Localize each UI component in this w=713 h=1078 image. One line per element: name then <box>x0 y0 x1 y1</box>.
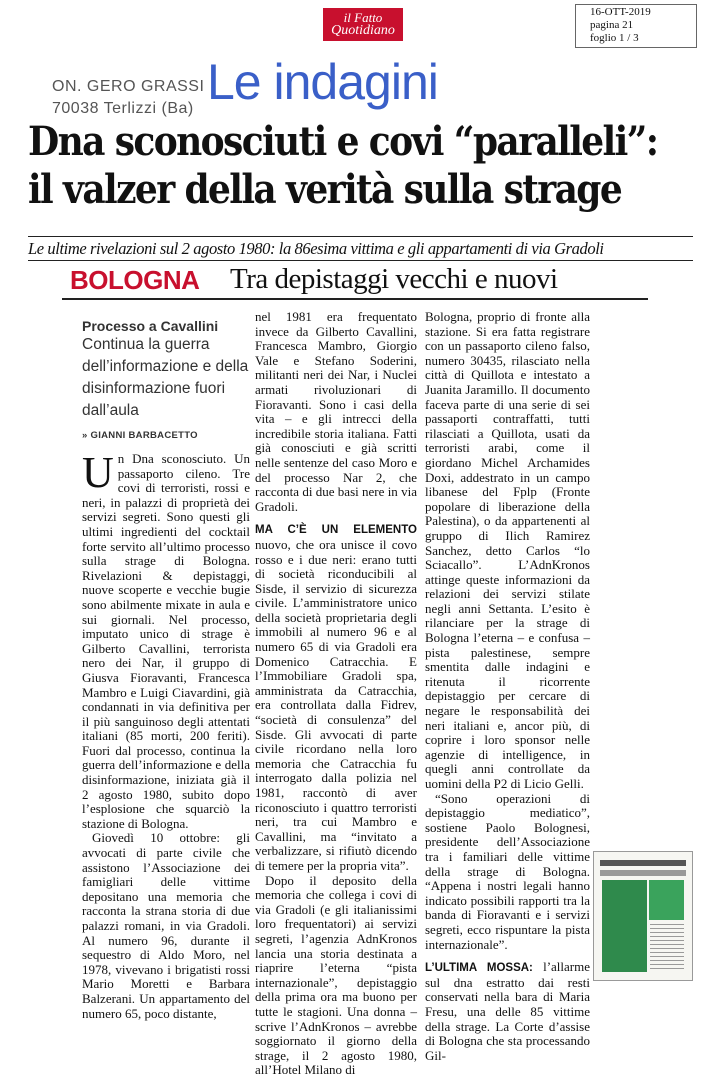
paragraph-3: nel 1981 era frequentato invece da Gilberto Cavallini, Francesca Mambro, Giorgio Vale e Stefano Soderini, militanti neri dei Nar, i Nuclei armati rivoluzionari di Fioravanti. Sono i casi della vita – e gli intrecci della incredibile storia italiana. Fatti già conosciuti e già scritti nelle sentenze del caso Moro e del processo Nar 2, che racconta di due basi nere in via Gradoli. <box>255 309 417 514</box>
deck: Le ultime rivelazioni sul 2 agosto 1980: la 86esima vittima e gli appartamenti di via Gradoli <box>28 239 604 258</box>
thumbnail-masthead <box>600 860 686 866</box>
article-column-2 <box>255 310 417 1078</box>
paragraph-2: Giovedì 10 ottobre: gli avvocati di parte civile che assistono l’Associazione dei famigliari delle vittime depositano una memoria che racconta la strana storia di due palazzi romani, in via Gradoli. Al numero 96, durante il sequestro di Aldo Moro, nel 1978, vivevano i brigatisti rossi Mario Moretti e Barbara Balzerani. Un appartamento del numero 65, poco distante, <box>82 830 250 1021</box>
owner-address: 70038 Terlizzi (Ba) <box>52 100 194 117</box>
byline: » GIANNI BARBACETTO <box>82 430 198 441</box>
subhead-text: Continua la guerra dell’informazione e della disinformazione fuori dall’aula <box>82 336 249 419</box>
section-kicker: Le indagini <box>207 54 438 110</box>
section-rule <box>62 298 648 300</box>
owner-stamp <box>52 76 204 120</box>
paragraph-4 <box>255 522 417 873</box>
thumbnail-headline <box>600 870 686 876</box>
paragraph-7: “Sono operazioni di depistaggio mediatico”, sostiene Paolo Bolognesi, presidente dell’Associazione tra i familiari delle vittime della strage di Bologna. “Appena i nostri legali hanno indicato possibili rapporti tra la banda di Fioravanti e i servizi segreti, ecco rispuntare la pista internazionale”. <box>425 790 590 952</box>
stamp-page: pagina 21 <box>590 19 634 31</box>
paragraph-4-text: nuovo, che ora unisce il covo rosso e i due neri: erano tutti di società riconducibili al Sisde, il servizio di sicurezza civile. L’amministratore unico della società proprietaria degli immobili al numero 96 e al numero 65 di via Gradoli era Domenico Catracchia. E l’Immobiliare Gradoli spa, amministrata da Catracchia, era controllata dalla Fidrev, “società di consulenza” del Sisde. Gli avvocati di parte civile ricordano nella loro memoria che Catracchia fu interrogato dalla polizia nel 1981, raccontò di aver riconosciuto i quattro terroristi neri, tra cui Mambro e Cavallini, ma “invitato a verbalizzare, si rifiutò dicendo di temere per la propria vita”. <box>255 536 417 873</box>
paragraph-6: Bologna, proprio di fronte alla stazione. Si era fatta registrare con un passaporto cileno falso, numero 30435, rilasciato nella città di Quillota e intestato a Juanita Jaramillo. Il documento faceva parte di una serie di sei passaporti contraffatti, tutti rilasciati a Quillota, usati da terroristi arabi, come il giordano Michel Archamides Doxi, addestrato in un campo libanese del Fplp (Fronte popolare di liberazione della Palestina), o da appartenenti al gruppo di Ilich Ramirez Sanchez, detto Carlos “lo Sciacallo”. L’AdnKronos attinge queste informazioni da relazioni dei servizi stilate negli anni Settanta. L’esito è rilanciare per la strage di Bologna l’eterna – e confusa – pista palestinese, sempre smentita dalle indagini e ritenuta il ricorrente depistaggio per cercare di negare le responsabilità dei neri italiani e, ancor più, di coprire i loro sponsor nelle agenzie di intelligence, in quegli anni controllate da uomini della P2 di Licio Gelli. <box>425 309 590 791</box>
paragraph-1-text: n Dna sconosciuto. Un passaporto cileno. Tre covi di terroristi, rossi e neri, in palazzi di proprietà dei servizi segreti. Sono questi gli ultimi ingredienti del cocktail forte servito all’ultimo processo sulla strage di Bologna. Rivelazioni & depistaggi, nuove scoperte e vecchie bugie sono abilmente mixate in aula e sui giornali. Nel processo, imputato unico di strage è Gilberto Cavallini, terrorista nero dei Nar, il gruppo di Giusva Fioravanti, Francesca Mambro e Luigi Ciavardini, già condannati in via definitiva per il più sanguinoso degli attentati italiani (85 morti, 200 feriti). Fuori dal processo, continua la guerra dell’informazione e della disinformazione, iniziata già il 2 agosto 1980, subito dopo l’esplosione che squarciò la stazione di Bologna. <box>82 451 250 831</box>
paragraph-4-runin: MA C’È UN ELEMENTO <box>255 524 417 537</box>
page-thumbnail-image <box>593 851 693 981</box>
logo-line-2: Quotidiano <box>331 23 395 38</box>
thumbnail-photo <box>602 880 647 972</box>
deck-rule-top <box>28 236 693 237</box>
headline-line-2: il valzer della verità sulla strage <box>28 166 622 213</box>
paragraph-8-text: l’allarme sul dna estratto dai resti conservati nella bara di Maria Fresu, una delle 85 vittime della strage. La Corte d’assise di Bologna che sta processando Gil- <box>425 959 591 1063</box>
owner-name: ON. GERO GRASSI <box>52 78 205 95</box>
section-label: BOLOGNA <box>70 265 200 295</box>
stamp-sheet: foglio 1 / 3 <box>590 32 639 44</box>
section-title: Tra depistaggi vecchi e nuovi <box>230 263 558 295</box>
paragraph-8 <box>425 960 590 1063</box>
thumbnail-text <box>650 924 684 972</box>
drop-cap: U <box>82 448 114 497</box>
article-column-3 <box>425 310 590 1063</box>
stamp-date: 16-OTT-2019 <box>590 6 651 18</box>
paragraph-5: Dopo il deposito della memoria che collega i covi di via Gradoli (e gli italianissimi loro frequentatori) ai servizi segreti, l’agenzia AdnKronos lancia una storia destinata a riaprire l’eterna “pista internazionale”, depistaggio della prima ora ma buono per tutte le stagioni. Una donna – scrive l’AdnKronos – avrebbe soggiornato il giorno della strage, il 2 agosto 1980, all’Hotel Milano di <box>255 872 417 1078</box>
logo-line-1: il Fatto <box>343 10 383 25</box>
paragraph-8-runin: L’ULTIMA MOSSA: <box>425 962 533 975</box>
headline <box>28 118 658 214</box>
headline-line-1: Dna sconosciuti e covi “paralleli”: <box>28 118 658 165</box>
subhead-title: Processo a Cavallini <box>82 318 219 334</box>
article-column-1 <box>82 448 250 1021</box>
thumbnail-photo-secondary <box>649 880 684 920</box>
deck-rule-bottom <box>28 260 693 261</box>
clipping-stamp <box>575 4 697 48</box>
paragraph-1 <box>82 448 250 831</box>
newspaper-logo <box>323 8 403 41</box>
